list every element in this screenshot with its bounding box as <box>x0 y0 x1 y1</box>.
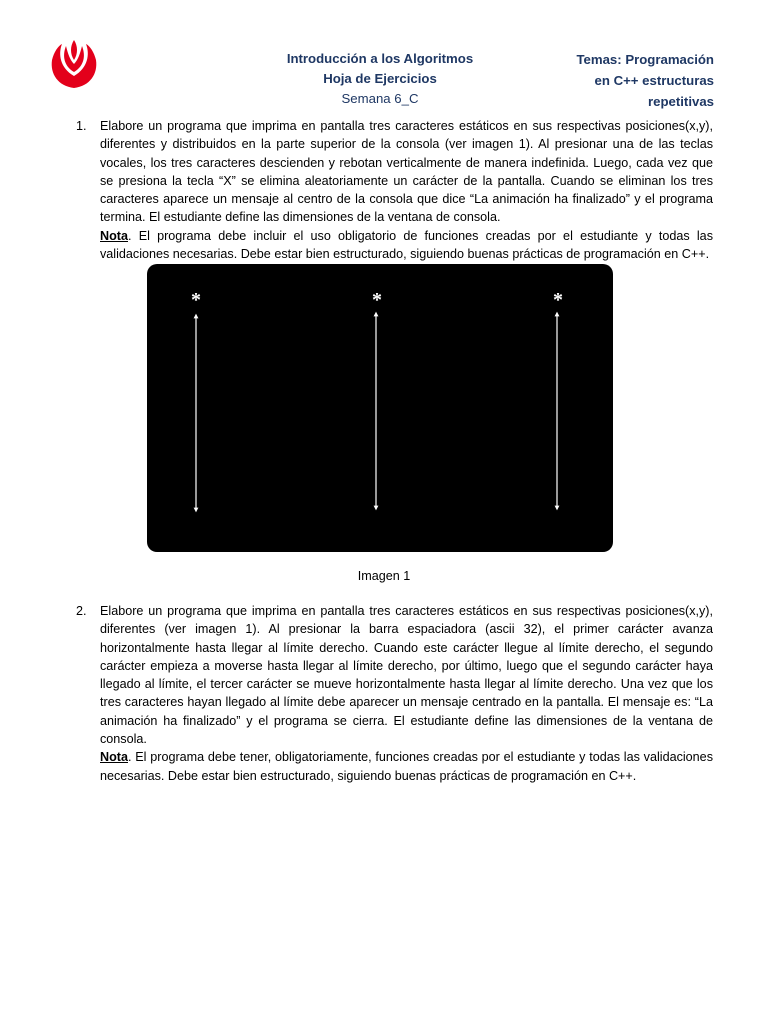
week-label: Semana 6_C <box>341 91 419 106</box>
header-topics <box>576 49 714 112</box>
note-text: . El programa debe incluir el uso obligatorio de funciones creadas por el estudiante y todas las validaciones necesarias. Debe estar bien estructurado, siguiendo buenas prácticas de programación en C++. <box>100 228 713 262</box>
header-center <box>270 49 490 109</box>
topics-line-3: repetitivas <box>648 94 714 109</box>
console-figure <box>147 264 613 552</box>
exercise-2 <box>76 602 713 785</box>
topics-line-2: en C++ estructuras <box>594 73 714 88</box>
symbol-2: * <box>372 289 382 311</box>
topics-line-1: Temas: Programación <box>576 52 714 67</box>
note-label: Nota <box>100 228 128 243</box>
console-diagram <box>147 264 613 552</box>
figure-caption: Imagen 1 <box>357 569 411 583</box>
course-title: Introducción a los Algoritmos <box>286 51 474 66</box>
exercise-text: Elabore un programa que imprima en pantalla tres caracteres estáticos en sus respectivas posiciones(x,y), diferentes (ver imagen 1). Al presionar la barra espaciadora (ascii 32), el primer carácter avanza horizontalmente hasta llegar al límite derecho. Cuando este carácter llegue al límite derecho, el segundo carácter empieza a moverse hasta llegar al límite derecho, por último, luego que el segundo carácter haya llegado al límite, el tercer carácter se mueve horizontalmente hasta llegar al límite derecho. Una vez que los tres caracteres hayan llegado al límite debe aparecer un mensaje centrado en la pantalla. El mensaje es: “La animación ha finalizado” y el programa se cierra. El estudiante define las dimensiones de la ventana de consola. <box>100 604 713 747</box>
note-text: . El programa debe tener, obligatoriamente, funciones creadas por el estudiante y todas las validaciones necesarias. Debe estar bien estructurado, siguiendo buenas prácticas de programación en C++. <box>100 750 713 783</box>
university-logo <box>48 38 100 90</box>
exercise-text: Elabore un programa que imprima en pantalla tres caracteres estáticos en sus respectivas posiciones(x,y), diferentes y distribuidos en la parte superior de la consola (ver imagen 1). Al presionar una de las teclas vocales, los tres caracteres descienden y rebotan verticalmente de manera indefinida. Luego, cada vez que se presiona la tecla “X” se elimina aleatoriamente un carácter de la pantalla. Cuando se eliminan los tres caracteres aparece un mensaje al centro de la consola que dice “La animación ha finalizado” y el programa termina. El estudiante define las dimensiones de la ventana de consola. <box>100 119 713 225</box>
exercise-number: 2. <box>76 604 87 618</box>
exercise-1 <box>76 117 713 263</box>
exercise-number: 1. <box>76 119 87 133</box>
sheet-title: Hoja de Ejercicios <box>323 71 437 86</box>
symbol-1: * <box>191 289 201 311</box>
symbol-3: * <box>553 289 563 311</box>
note-label: Nota <box>100 750 128 765</box>
